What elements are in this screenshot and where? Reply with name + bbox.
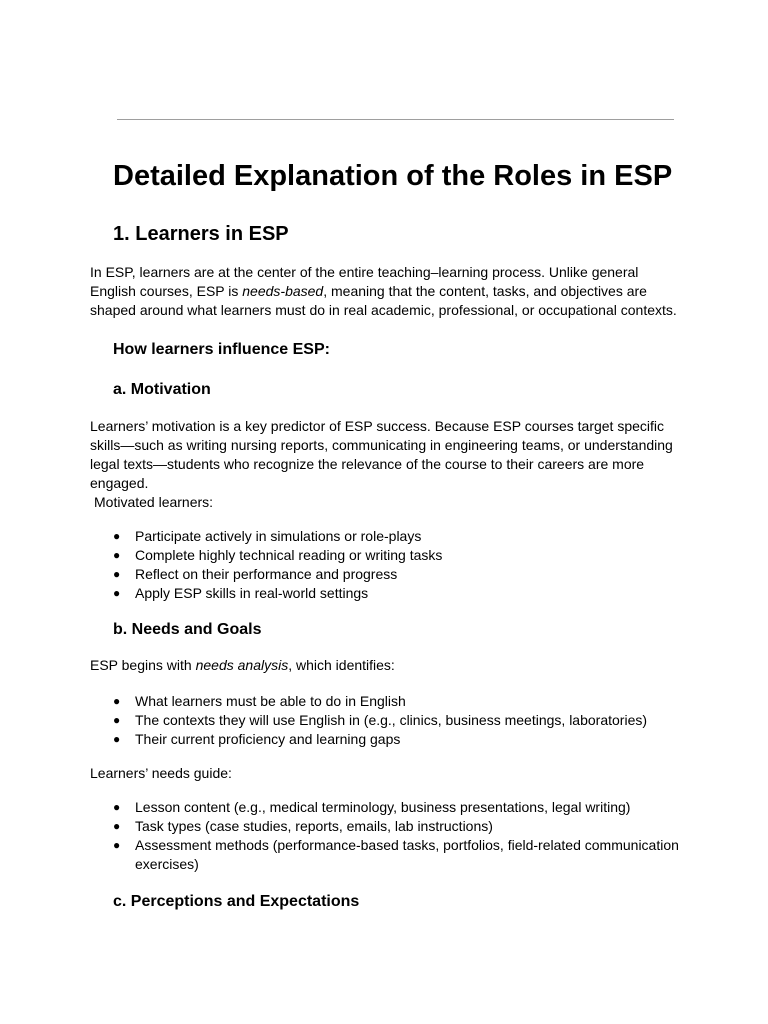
list-item-text: Participate actively in simulations or role-plays bbox=[135, 528, 422, 544]
list-item-text: Apply ESP skills in real-world settings bbox=[135, 585, 369, 601]
needs-intro-text: , which identifies: bbox=[288, 657, 395, 673]
bullet-icon: ● bbox=[113, 838, 121, 852]
bullet-icon: ● bbox=[113, 819, 121, 833]
horizontal-rule bbox=[117, 119, 674, 120]
list-item bbox=[113, 584, 693, 603]
intro-line: shaped around what learners must do in real academic, professional, or occupational contexts. bbox=[90, 302, 677, 318]
list-item bbox=[113, 692, 693, 711]
motivation-line: skills—such as writing nursing reports, communicating in engineering teams, or understanding bbox=[90, 437, 673, 453]
list-item-text: Complete highly technical reading or writing tasks bbox=[135, 547, 443, 563]
motivation-line: engaged. bbox=[90, 475, 149, 491]
needs-analysis-list bbox=[113, 692, 693, 749]
list-item-text: Lesson content (e.g., medical terminology, business presentations, legal writing) bbox=[135, 799, 631, 815]
motivated-learners-list bbox=[113, 527, 693, 603]
bullet-icon: ● bbox=[113, 586, 121, 600]
needs-guide-line: Learners’ needs guide: bbox=[90, 765, 232, 781]
list-item-text: What learners must be able to do in English bbox=[135, 693, 406, 709]
needs-intro-text: ESP begins with bbox=[90, 657, 196, 673]
list-item bbox=[113, 798, 693, 817]
perceptions-heading: c. Perceptions and Expectations bbox=[113, 893, 360, 910]
bullet-icon: ● bbox=[113, 548, 121, 562]
list-item bbox=[113, 546, 693, 565]
list-item-text: Assessment methods (performance-based tasks, portfolios, field-related communication exercises) bbox=[135, 837, 679, 872]
list-item-text: The contexts they will use English in (e.g., clinics, business meetings, laboratories) bbox=[135, 712, 648, 728]
list-item bbox=[113, 565, 693, 584]
list-item-text: Task types (case studies, reports, emails, lab instructions) bbox=[135, 818, 493, 834]
motivation-paragraph bbox=[90, 417, 690, 512]
document-title: Detailed Explanation of the Roles in ESP bbox=[113, 160, 673, 192]
bullet-icon: ● bbox=[113, 732, 121, 746]
bullet-icon: ● bbox=[113, 529, 121, 543]
influence-heading: How learners influence ESP: bbox=[113, 341, 330, 358]
list-item-text: Their current proficiency and learning gaps bbox=[135, 731, 401, 747]
needs-guide-list bbox=[113, 798, 693, 874]
list-item bbox=[113, 527, 693, 546]
bullet-icon: ● bbox=[113, 800, 121, 814]
intro-line: In ESP, learners are at the center of the entire teaching–learning process. Unlike general bbox=[90, 264, 639, 280]
motivation-line: Motivated learners: bbox=[94, 494, 214, 510]
motivation-heading: a. Motivation bbox=[113, 381, 211, 398]
motivation-line: legal texts—students who recognize the relevance of the course to their careers are more bbox=[90, 456, 645, 472]
intro-text: , meaning that the content, tasks, and objectives are bbox=[323, 283, 647, 299]
bullet-icon: ● bbox=[113, 567, 121, 581]
needs-heading: b. Needs and Goals bbox=[113, 621, 262, 638]
list-item bbox=[113, 730, 693, 749]
bullet-icon: ● bbox=[113, 713, 121, 727]
intro-emphasis: needs-based bbox=[242, 283, 324, 299]
section-heading-learners: 1. Learners in ESP bbox=[113, 223, 289, 245]
needs-guide-paragraph bbox=[90, 764, 690, 783]
intro-paragraph bbox=[90, 263, 690, 320]
needs-intro-paragraph bbox=[90, 656, 690, 675]
intro-text: English courses, ESP is bbox=[90, 283, 243, 299]
motivation-line: Learners’ motivation is a key predictor of ESP success. Because ESP courses target specific bbox=[90, 418, 665, 434]
bullet-icon: ● bbox=[113, 694, 121, 708]
list-item bbox=[113, 817, 693, 836]
list-item-text: Reflect on their performance and progress bbox=[135, 566, 398, 582]
list-item bbox=[113, 836, 693, 874]
list-item bbox=[113, 711, 693, 730]
needs-intro-emphasis: needs analysis bbox=[195, 657, 289, 673]
intro-line bbox=[90, 282, 690, 301]
needs-intro-line bbox=[90, 656, 690, 675]
